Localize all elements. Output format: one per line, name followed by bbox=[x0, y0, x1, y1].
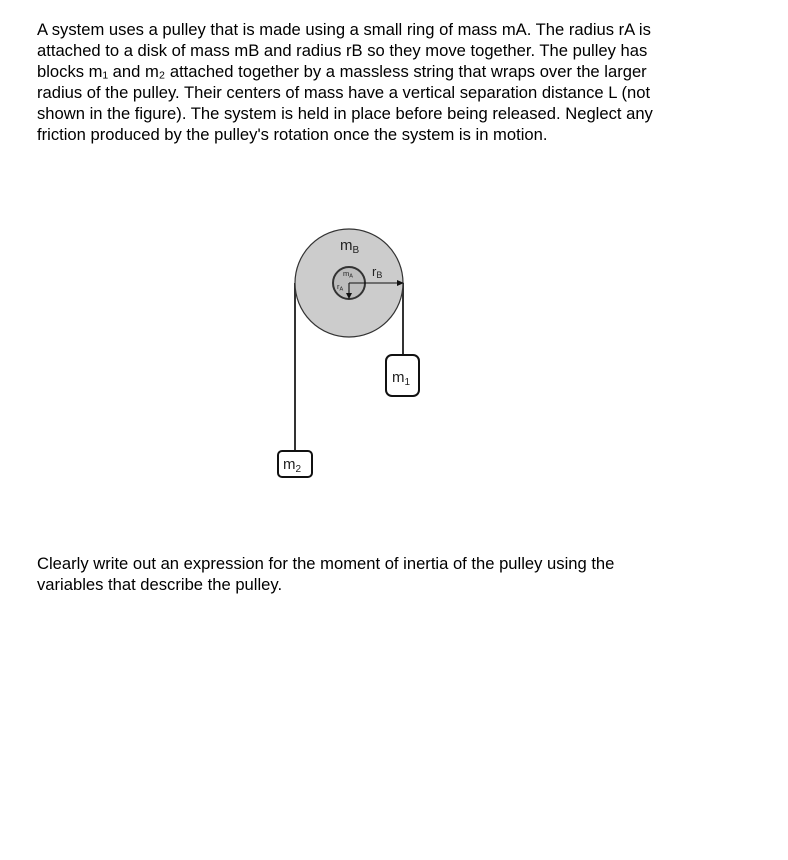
ring-radius-label: $r_A$ bbox=[337, 282, 344, 293]
question-line: variables that describe the pulley. bbox=[37, 575, 283, 594]
problem-line: friction produced by the pulley's rotation once the system is in motion. bbox=[37, 125, 548, 144]
block-m2 bbox=[278, 451, 312, 477]
disk-radius-label: rB bbox=[372, 264, 383, 280]
problem-line: radius of the pulley. Their centers of mass have a vertical separation distance L (not bbox=[37, 83, 651, 102]
problem-line: attached to a disk of mass mB and radius rB so they move together. The pulley has bbox=[37, 41, 648, 60]
problem-line: shown in the figure). The system is held in place before being released. Neglect any bbox=[37, 104, 653, 123]
block-m1 bbox=[386, 355, 419, 396]
question-prompt bbox=[37, 553, 737, 595]
problem-line: A system uses a pulley that is made using a small ring of mass mA. The radius rA is bbox=[37, 20, 651, 39]
disk-mass-label: $m_B$ bbox=[340, 237, 360, 256]
ring-mass-label: $m_A$ bbox=[343, 269, 353, 280]
block-m1-label: $m_1$ bbox=[392, 369, 411, 388]
question-line: Clearly write out an expression for the moment of inertia of the pulley using the bbox=[37, 554, 615, 573]
problem-line: blocks m₁ and m₂ attached together by a massless string that wraps over the larger bbox=[37, 62, 647, 81]
block-m2-label: $m_2$ bbox=[283, 456, 302, 475]
